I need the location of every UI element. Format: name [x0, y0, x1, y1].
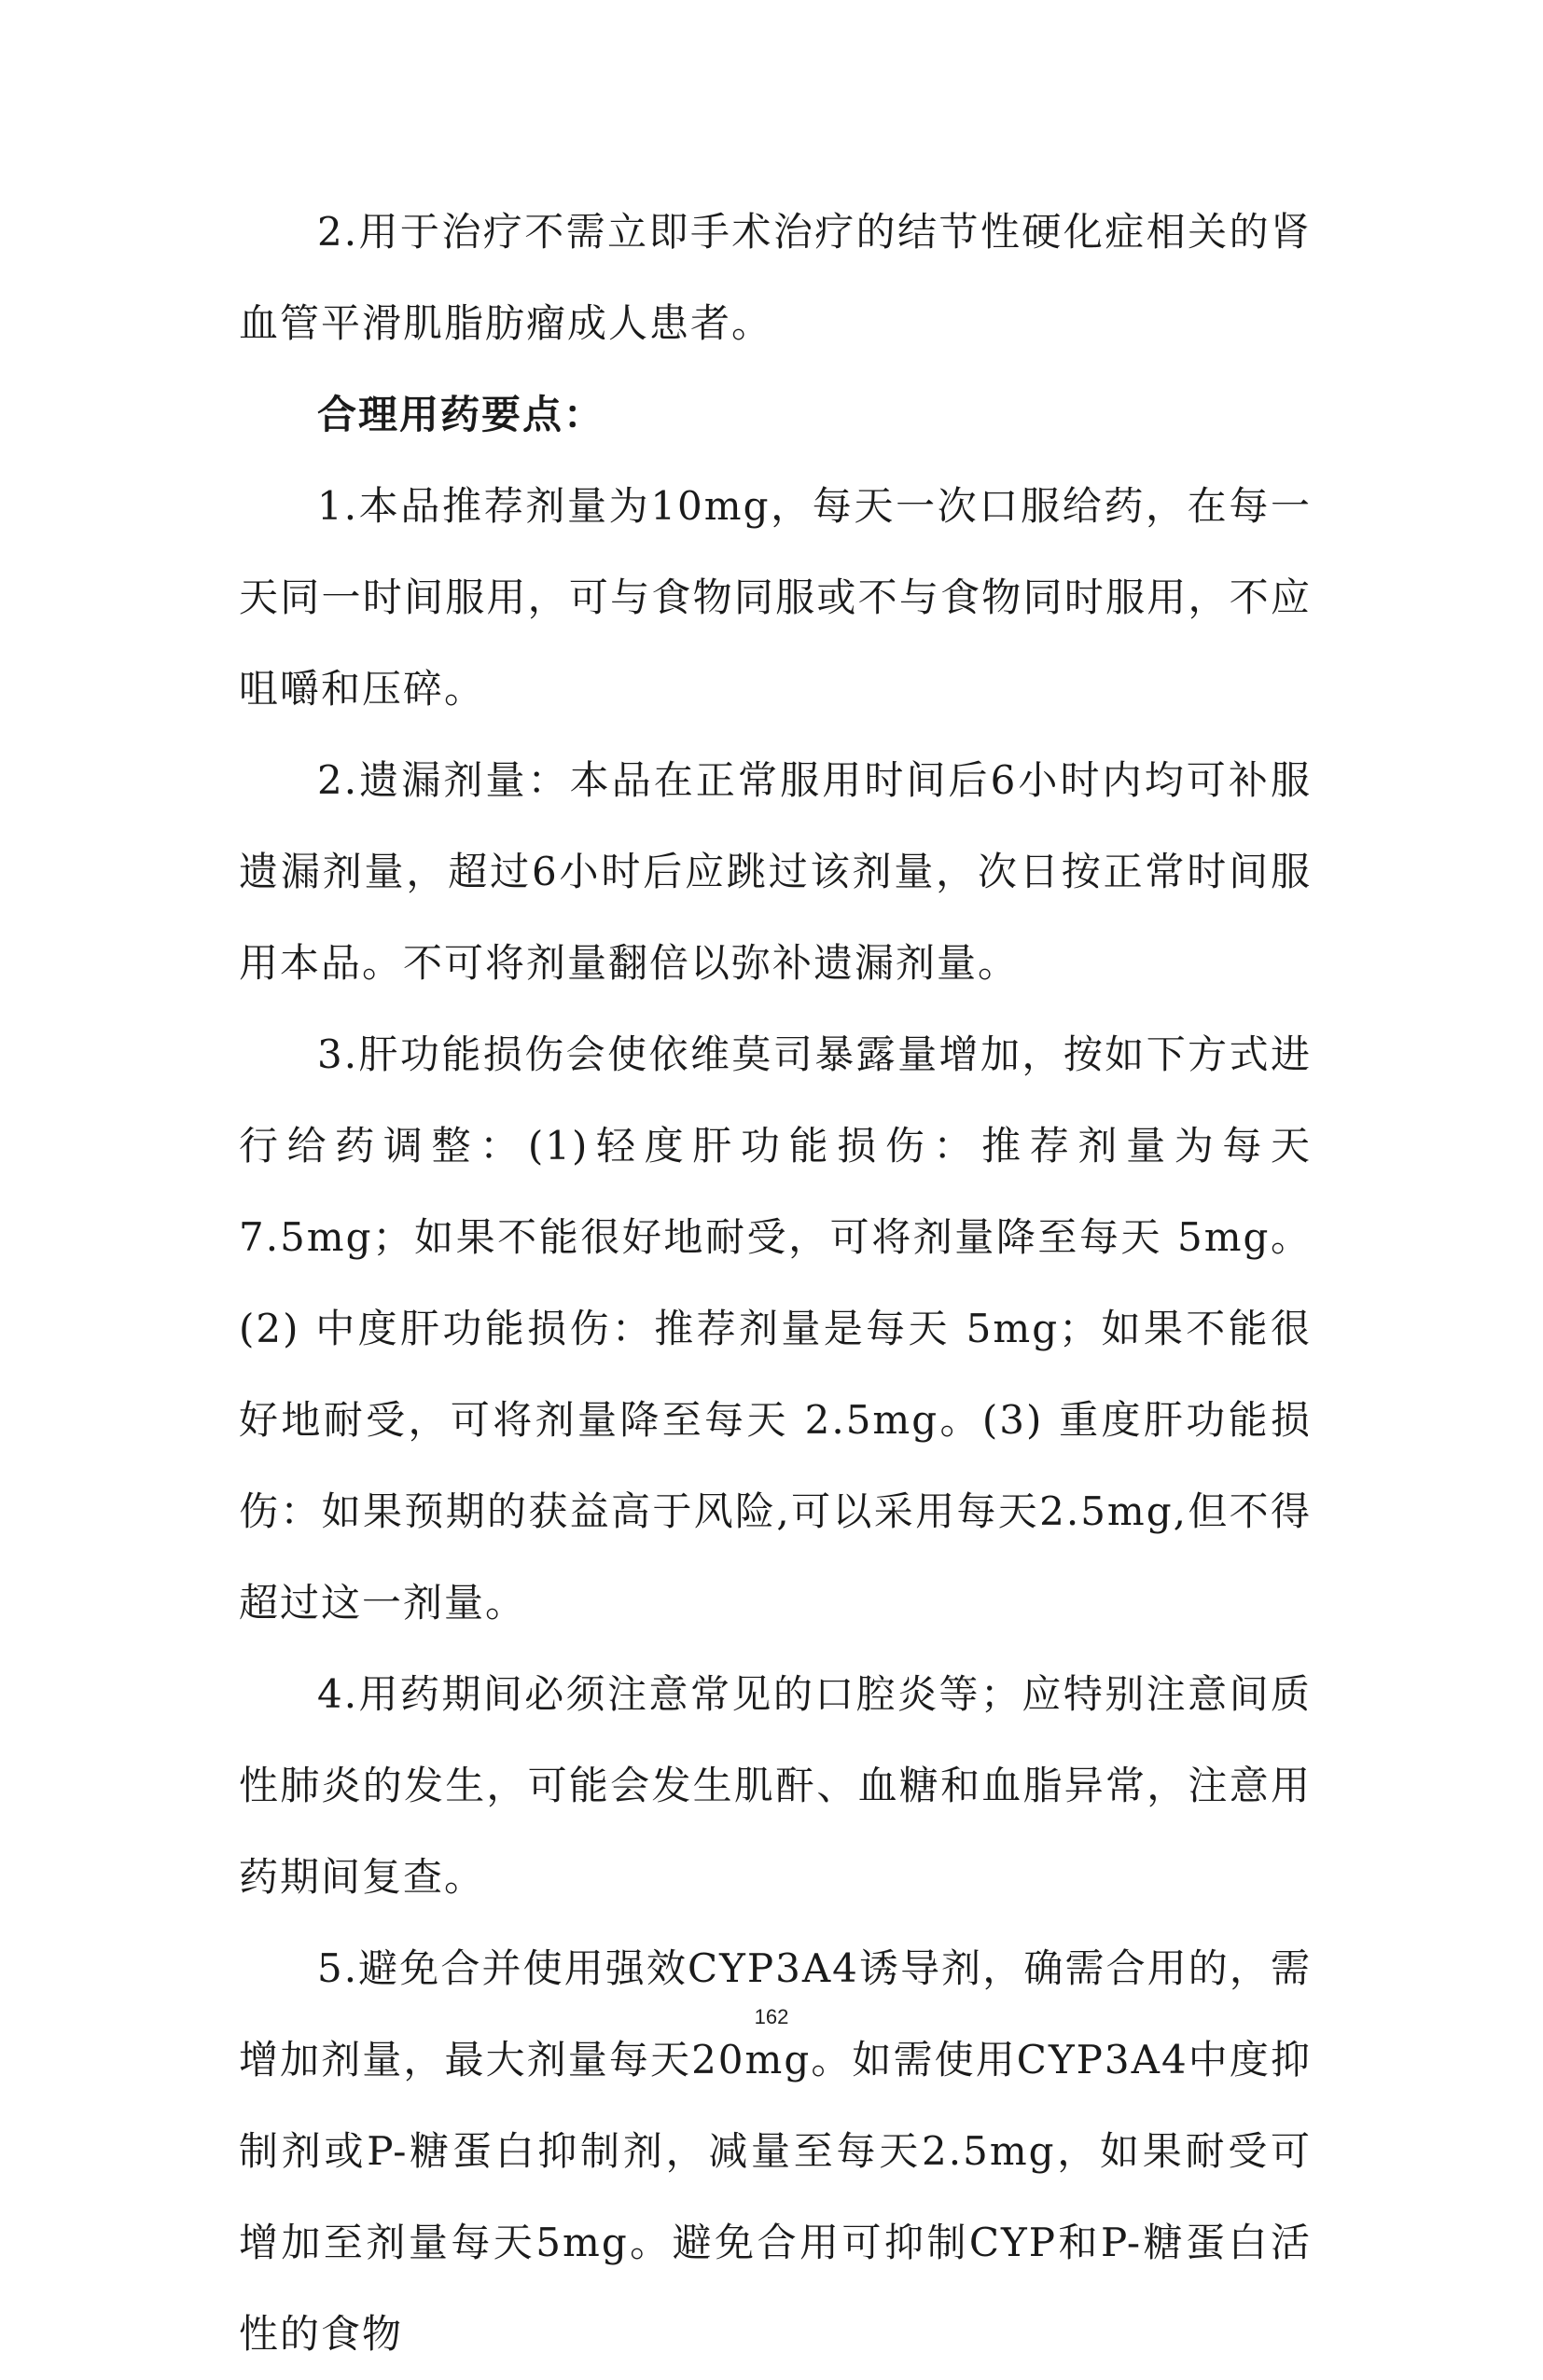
paragraph-point-3-hepatic-adjustment: 3.肝功能损伤会使依维莫司暴露量增加，按如下方式进行给药调整：(1)轻度肝功能损伤：推荐剂量为每天7.5mg；如果不能很好地耐受，可将剂量降至每天 5mg。(2) 中度肝功能损伤：推荐剂量是每天 5mg；如果不能很好地耐受，可将剂量降至每天 2.5mg。(3) 重度肝功能损伤：如果预期的获益高于风险,可以采用每天2.5mg,但不得超过这一剂量。 — [239, 1031, 1312, 1626]
paragraph-point-5-interactions: 5.避免合并使用强效CYP3A4诱导剂，确需合用的，需增加剂量，最大剂量每天20mg。如需使用CYP3A4中度抑制剂或P-糖蛋白抑制剂，减量至每天2.5mg，如果耐受可增加至剂量每天5mg。避免合用可抑制CYP和P-糖蛋白活性的食物 — [239, 1945, 1312, 2357]
page-number: 162 — [754, 2005, 789, 2028]
section-heading-rational-use: 合理用药要点： — [317, 392, 605, 437]
paragraph-indication-2: 2.用于治疗不需立即手术治疗的结节性硬化症相关的肾血管平滑肌脂肪瘤成人患者。 — [239, 209, 1312, 346]
paragraph-point-1-dosage: 1.本品推荐剂量为10mg，每天一次口服给药，在每一天同一时间服用，可与食物同服或不与食物同时服用，不应咀嚼和压碎。 — [239, 483, 1312, 712]
document-body — [239, 187, 1312, 2380]
paragraph-point-2-missed-dose: 2.遗漏剂量：本品在正常服用时间后6小时内均可补服遗漏剂量，超过6小时后应跳过该剂量，次日按正常时间服用本品。不可将剂量翻倍以弥补遗漏剂量。 — [239, 757, 1312, 986]
paragraph-point-4-monitoring: 4.用药期间必须注意常见的口腔炎等；应特别注意间质性肺炎的发生，可能会发生肌酐、血糖和血脂异常，注意用药期间复查。 — [239, 1671, 1312, 1900]
